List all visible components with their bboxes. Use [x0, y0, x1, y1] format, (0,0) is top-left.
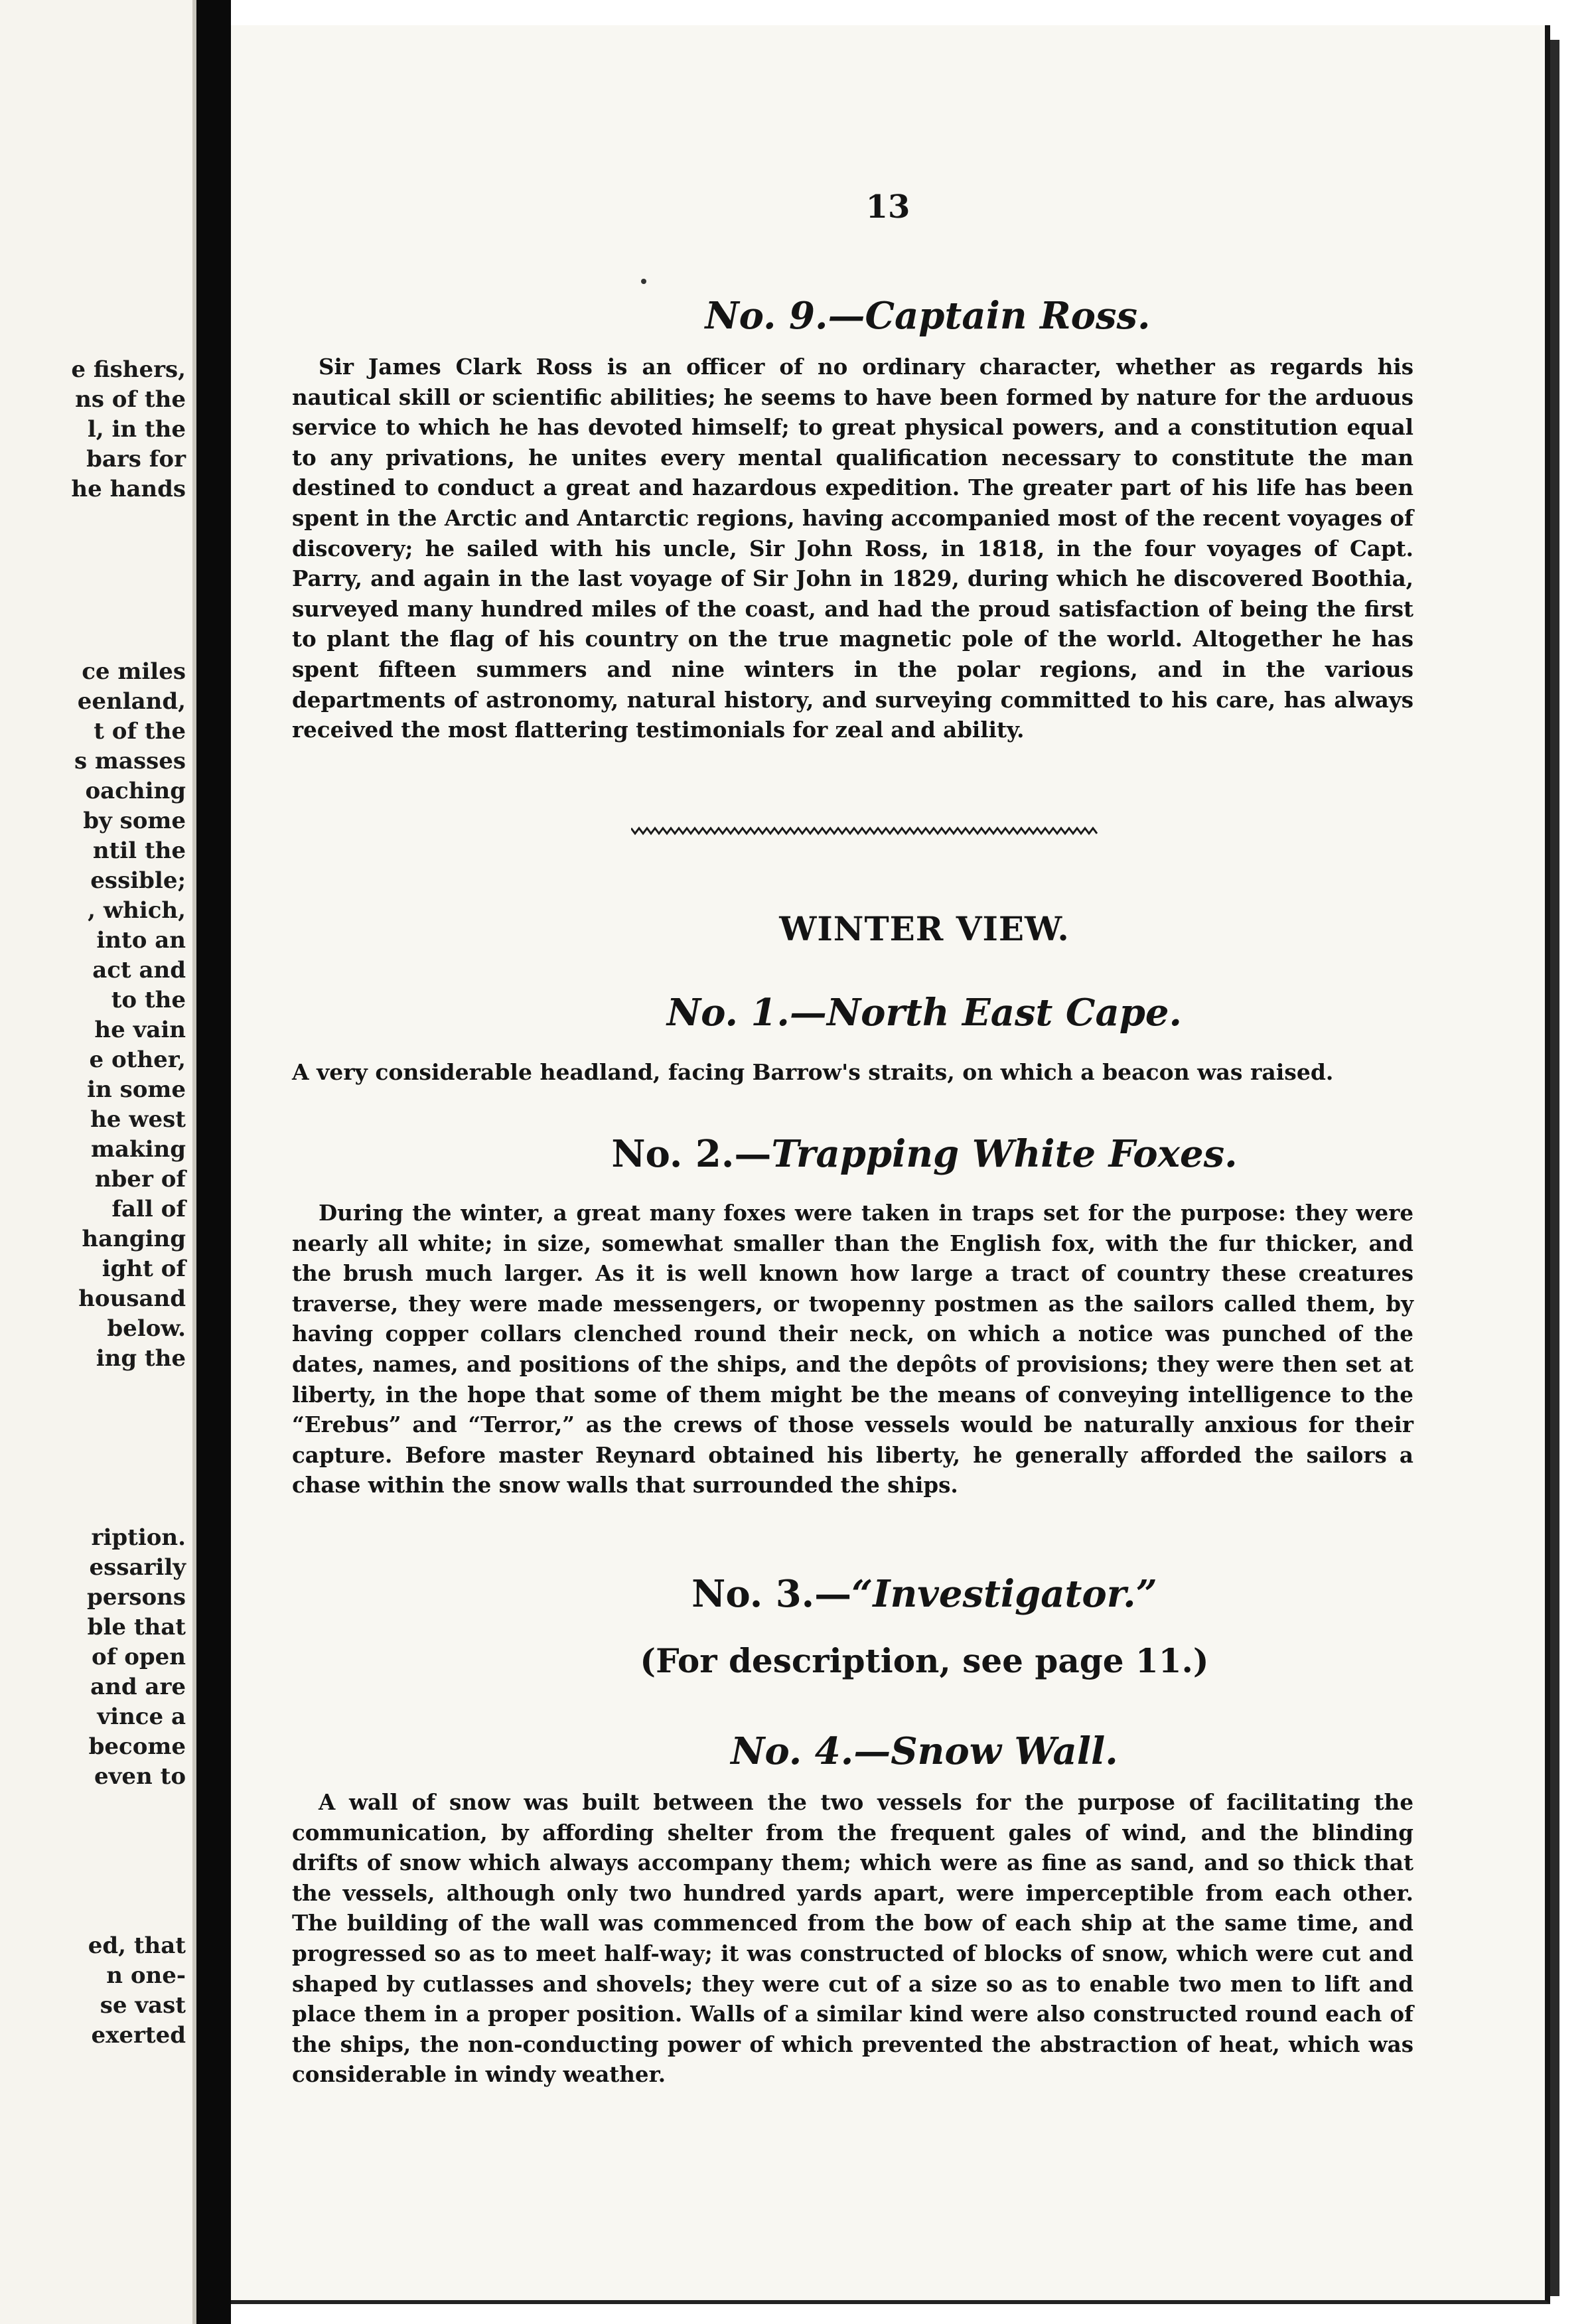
paragraph-trapping-foxes: During the winter, a great many foxes were taken in traps set for the purpose: they were nearly all white; in size, somewhat smaller than the English fox, with the fur thicker, and the brush much larger. As it is well known how large a tract of country these creatures traverse, they were made messengers, or twopenny postmen as the sailors called them, by having copper collars clenched round their neck, on which a notice was punched of the dates, names, and positions of the ships, and the depôts of provisions; they were then set at liberty, in the hope that some of them might be the means of conveying intelligence to the “Erebus” and “Terror,” as the crews of those vessels would be naturally anxious for their capture. Before master Reynard obtained his liberty, he generally afforded the sailors a chase within the snow walls that surrounded the ships.: [292, 1200, 1413, 1498]
left-fragment: ce miles: [82, 658, 186, 685]
heading-number: No. 2.—: [611, 1132, 772, 1176]
heading-trapping-foxes: [231, 1132, 1545, 1176]
page-number: 13: [865, 188, 910, 226]
heading-investigator: [231, 1572, 1545, 1616]
left-fragment: ription.: [91, 1524, 186, 1551]
left-fragment: making: [91, 1136, 186, 1163]
left-fragment: into an: [96, 927, 186, 954]
paragraph-snow-wall: A wall of snow was built between the two vessels for the purpose of facilitating the communication, by affording shelter from the frequent gales of wind, and the blinding drifts of snow which always accompany them; which were as fine as sand, and so thick that the vessels, although only two hundred yards apart, were imperceptible from each other. The building of the wall was commenced from the bow of each ship at the same time, and progressed so as to meet half-way; it was constructed of blocks of snow, which were cut and shaped by cutlasses and shovels; they were cut of a size so as to enable two men to lift and place them in a proper position. Walls of a similar kind were also constructed round each of the ships, the non-conducting power of which prevented the abstraction of heat, which was considerable in windy weather.: [292, 1789, 1413, 2088]
left-fragment: and are: [90, 1674, 186, 1700]
heading-number: No. 4.—: [731, 1729, 891, 1773]
heading-title: Trapping White Foxes.: [771, 1132, 1238, 1176]
left-fragment: n one-: [106, 1962, 186, 1989]
left-fragment: essible;: [90, 867, 186, 894]
ornamental-divider: [631, 825, 1099, 837]
left-fragment: ntil the: [92, 837, 186, 864]
left-fragment: e fishers,: [71, 356, 186, 383]
left-fragment: act and: [92, 957, 186, 983]
heading-winter-view: WINTER VIEW.: [779, 909, 1070, 948]
left-fragment: even to: [94, 1763, 186, 1790]
paragraph-north-east-cape: A very considerable headland, facing Barrow's straits, on which a beacon was raised.: [292, 1059, 1334, 1085]
left-fragment: ble that: [87, 1614, 186, 1640]
left-fragment: oaching: [85, 778, 186, 804]
heading-title: Snow Wall.: [891, 1729, 1118, 1773]
left-fragment: ed, that: [88, 1932, 186, 1959]
left-fragment: se vast: [100, 1992, 186, 2019]
description-note: (For description, see page 11.): [640, 1641, 1209, 1680]
left-fragment: he west: [90, 1106, 186, 1133]
page-edge-shadow: [1550, 40, 1559, 2296]
left-fragment: l, in the: [87, 416, 186, 443]
heading-captain-ross: [231, 294, 1545, 338]
left-fragment: eenland,: [77, 688, 186, 715]
left-fragment: nber of: [94, 1166, 186, 1193]
heading-number: No. 1.—: [666, 991, 827, 1035]
left-fragment: of open: [92, 1644, 186, 1670]
left-fragment: he hands: [71, 476, 186, 502]
heading-number: No. 9.—: [705, 294, 865, 338]
left-fragment: ns of the: [75, 386, 186, 413]
heading-title: North East Cape.: [826, 991, 1183, 1035]
left-fragment: in some: [87, 1076, 186, 1103]
left-page-margin: [0, 0, 192, 2324]
left-fragment: below.: [107, 1315, 186, 1342]
left-fragment: t of the: [94, 718, 186, 745]
scan-background: [1559, 0, 1590, 2324]
left-fragment: become: [88, 1733, 186, 1760]
heading-number: No. 3.—: [691, 1572, 852, 1616]
left-fragment: by some: [83, 808, 186, 834]
left-fragment: exerted: [91, 2022, 186, 2049]
left-fragment: fall of: [111, 1196, 186, 1222]
left-fragment: ing the: [96, 1345, 186, 1372]
left-fragment: , which,: [88, 897, 186, 924]
left-fragment: essarily: [89, 1554, 186, 1581]
page: [231, 25, 1550, 2304]
left-fragment: hanging: [82, 1226, 186, 1252]
left-fragment: housand: [78, 1285, 186, 1312]
left-fragment: he vain: [94, 1017, 186, 1043]
heading-title: “Investigator.”: [851, 1572, 1157, 1616]
heading-north-east-cape: [231, 991, 1545, 1035]
left-fragment: e other,: [89, 1047, 186, 1073]
heading-title: Captain Ross.: [865, 294, 1151, 338]
book-gutter: [196, 0, 231, 2324]
left-fragment: bars for: [86, 446, 186, 472]
left-fragment: ight of: [102, 1256, 186, 1282]
left-fragment: to the: [111, 987, 186, 1013]
left-fragment: s masses: [74, 748, 186, 774]
paragraph-captain-ross: Sir James Clark Ross is an officer of no ordinary character, whether as regards his nautical skill or scientific abilities; he seems to have been formed by nature for the arduous service to which he has devoted himself; to great physical powers, and a constitution equal to any privations, he unites every mental qualification necessary to constitute the man destined to conduct a great and hazardous expedition. The greater part of his life has been spent in the Arctic and Antarctic regions, having accompanied most of the recent voyages of discovery; he sailed with his uncle, Sir John Ross, in 1818, in the four voyages of Capt. Parry, and again in the last voyage of Sir John in 1829, during which he discovered Boothia, surveyed many hundred miles of the coast, and had the proud satisfaction of being the first to plant the flag of his country on the true magnetic pole of the world. Altogether he has spent fifteen summers and nine winters in the polar regions, and in the various departments of astronomy, natural history, and surveying committed to his care, has always received the most flattering testimonials for zeal and ability.: [292, 354, 1413, 743]
ink-dot: [641, 279, 646, 284]
left-fragment: vince a: [97, 1704, 186, 1730]
left-fragment: persons: [87, 1584, 186, 1611]
heading-snow-wall: [231, 1729, 1545, 1773]
